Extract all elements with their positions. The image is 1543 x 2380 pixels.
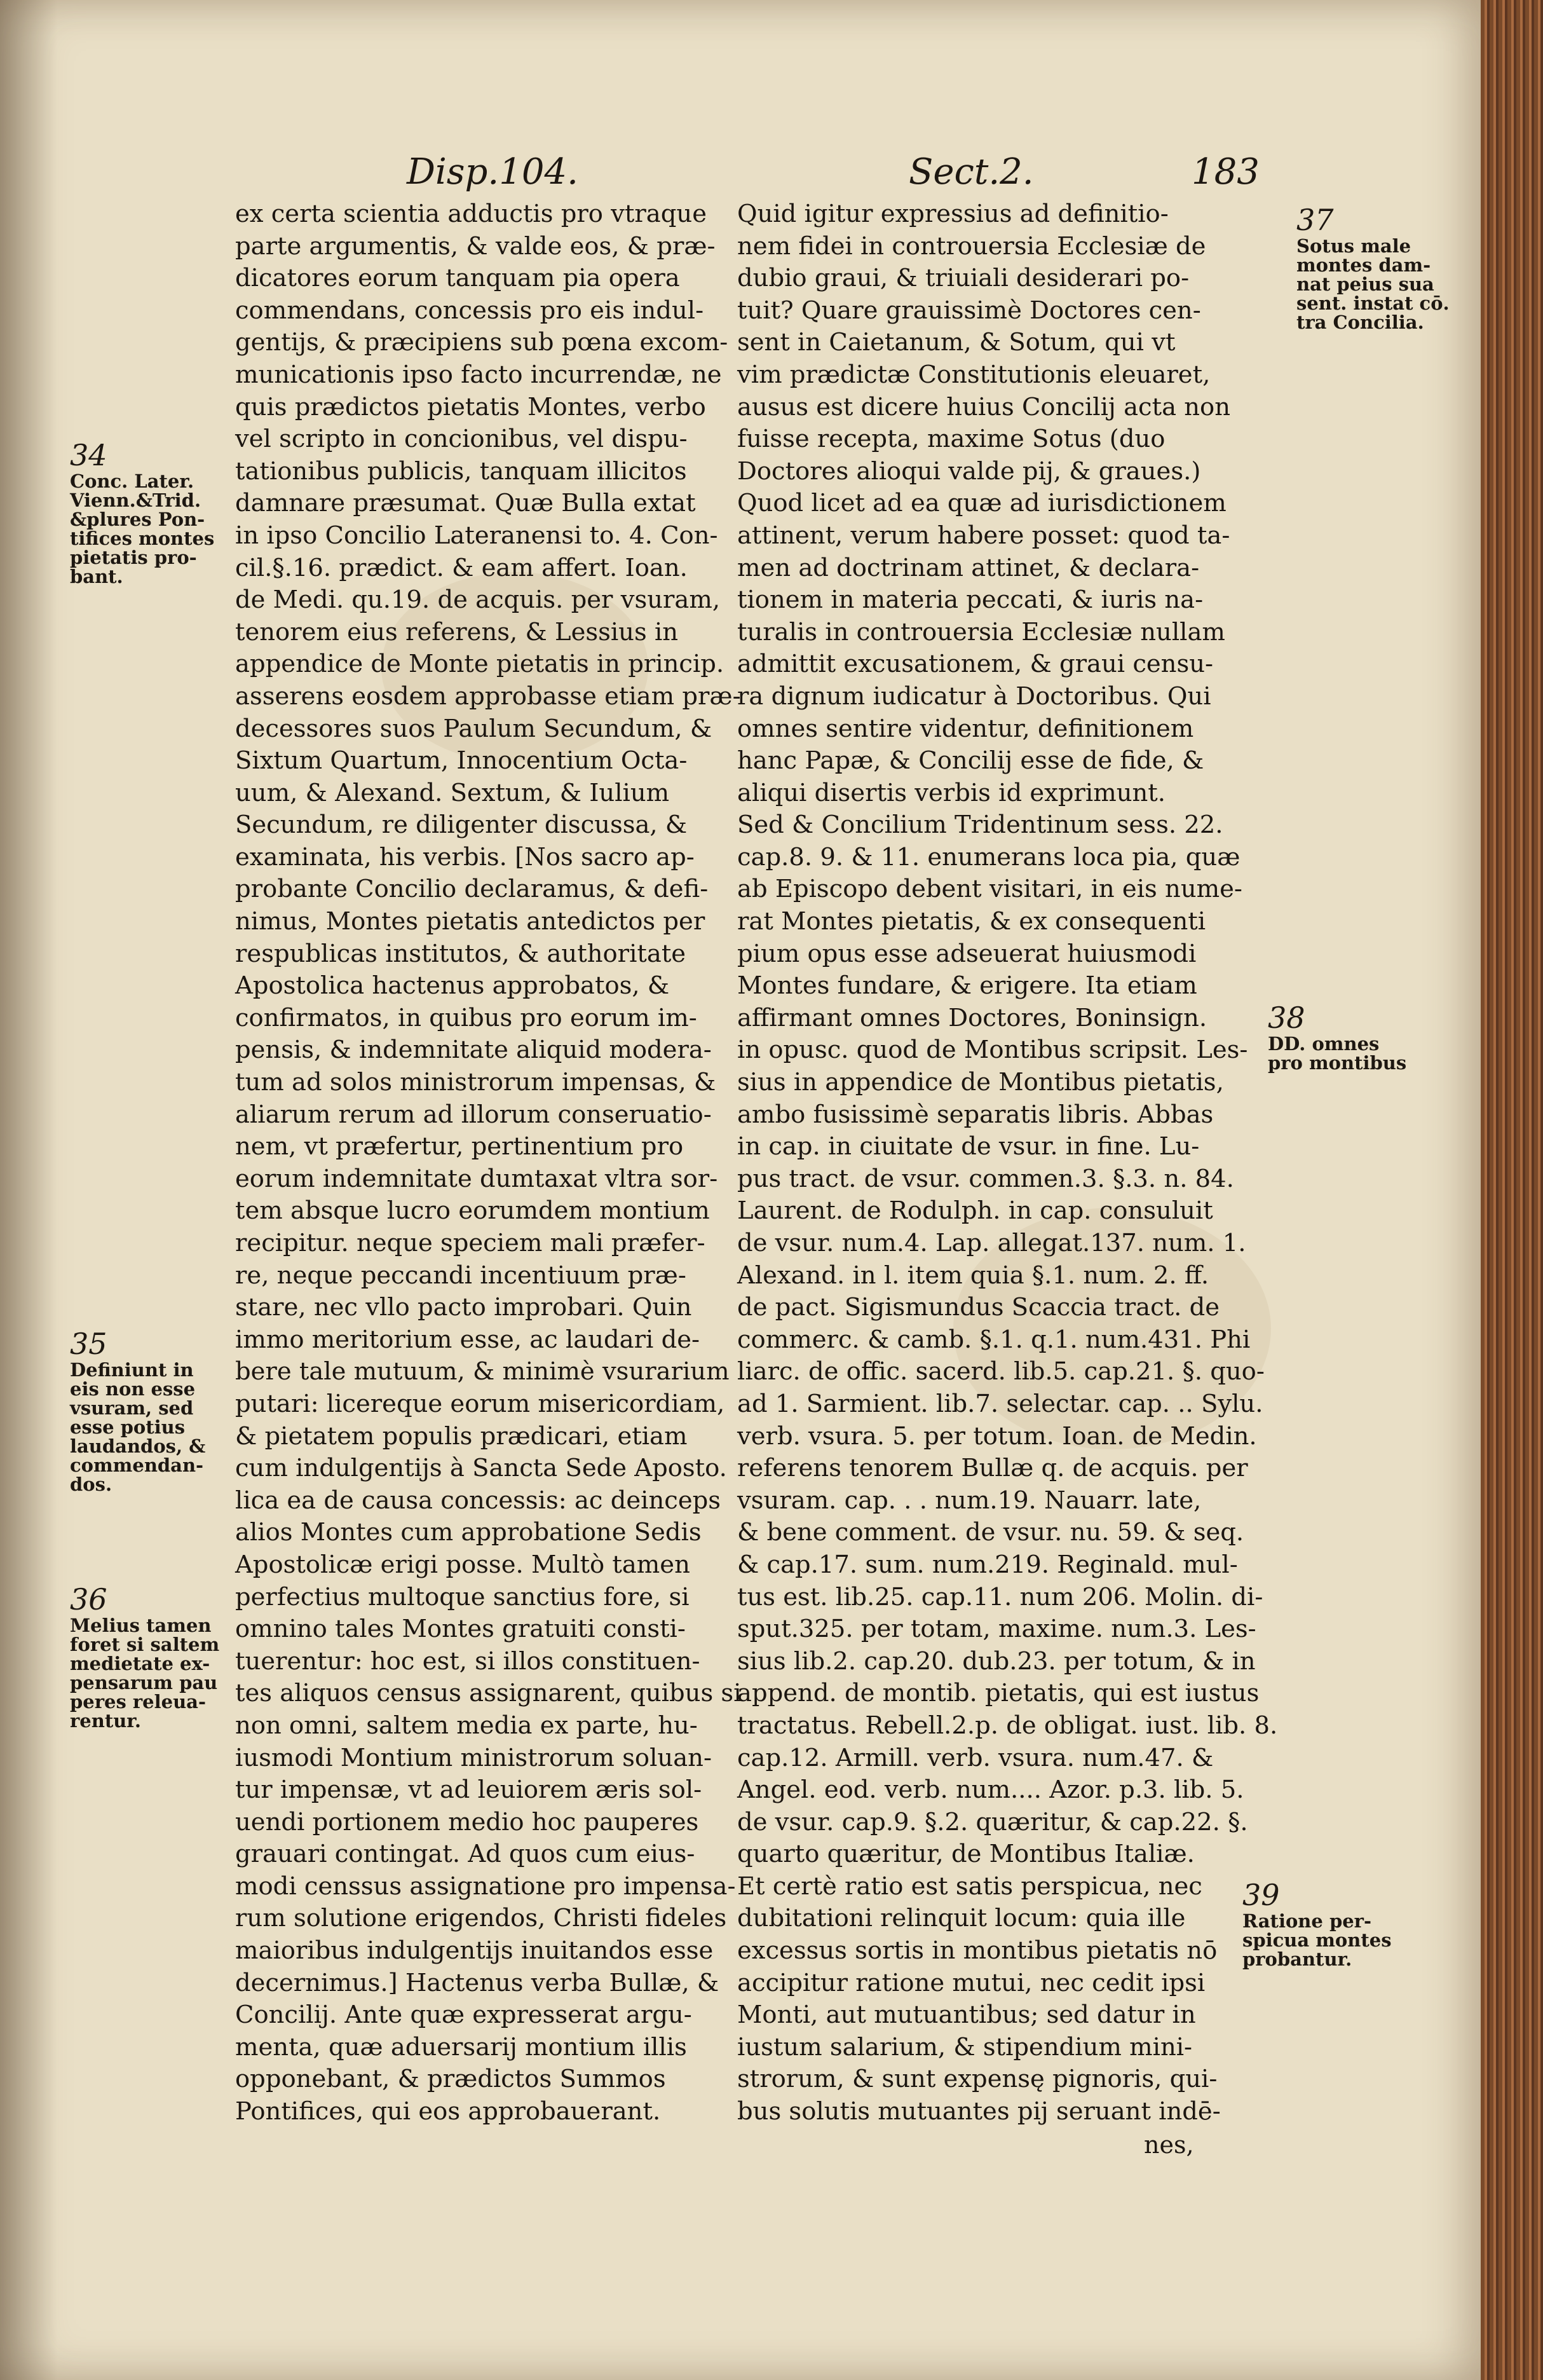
text-line: tur impensæ, vt ad leuiorem æris sol-: [235, 1775, 702, 1805]
margin-note-line: Melius tamen: [70, 1615, 212, 1636]
text-line: rum solutione erigendos, Christi fideles: [235, 1904, 727, 1933]
text-line: referens tenorem Bullæ q. de acquis. per: [737, 1454, 1248, 1483]
text-line: ab Episcopo debent visitari, in eis nume-: [737, 875, 1242, 904]
text-line: aliqui disertis verbis id exprimunt.: [737, 778, 1166, 807]
left-text-column: [235, 198, 742, 2128]
margin-note-line: spicua montes: [1242, 1929, 1392, 1951]
text-line: in opusc. quod de Montibus scripsit. Les-: [737, 1036, 1248, 1065]
text-line: recipitur. neque speciem mali præfer-: [235, 1229, 705, 1257]
margin-note-line: Definiunt in: [70, 1359, 194, 1381]
margin-note-line: bant.: [70, 566, 123, 587]
margin-note-line: DD. omnes: [1268, 1033, 1380, 1055]
margin-note-line: &plures Pon-: [70, 509, 205, 530]
text-line: de vsur. cap.9. §.2. quæritur, & cap.22. §.: [737, 1807, 1248, 1836]
text-line: Laurent. de Rodulph. in cap. consuluit: [737, 1196, 1213, 1226]
text-line: turalis in controuersia Ecclesiæ nullam: [737, 617, 1225, 646]
text-line: maioribus indulgentijs inuitandos esse: [235, 1936, 714, 1966]
text-line: uendi portionem medio hoc pauperes: [235, 1807, 699, 1836]
text-line: tenorem eius referens, & Lessius in: [235, 617, 679, 646]
text-line: iusmodi Montium ministrorum soluan-: [235, 1743, 712, 1772]
text-line: eorum indemnitate dumtaxat vltra sor-: [235, 1164, 718, 1193]
text-line: commerc. & camb. §.1. q.1. num.431. Phi: [737, 1325, 1251, 1354]
text-line: stare, nec vllo pacto improbari. Quin: [235, 1293, 692, 1322]
text-line: sius in appendice de Montibus pietatis,: [737, 1068, 1224, 1097]
text-line: ra dignum iudicatur à Doctoribus. Qui: [737, 681, 1211, 711]
text-line: accipitur ratione mutui, nec cedit ipsi: [737, 1968, 1206, 1997]
text-line: fuisse recepta, maxime Sotus (duo: [737, 425, 1166, 454]
text-line: & bene comment. de vsur. nu. 59. & seq.: [737, 1518, 1244, 1547]
margin-note-38: [1268, 1001, 1406, 1072]
text-line: hanc Papæ, & Concilij esse de fide, &: [737, 746, 1204, 776]
text-line: tuerentur: hoc est, si illos constituen-: [235, 1646, 700, 1676]
text-line: quarto quæritur, de Montibus Italiæ.: [737, 1840, 1195, 1869]
text-line: admittit excusationem, & graui censu-: [737, 650, 1214, 679]
text-line: modi censsus assignatione pro impensa-: [235, 1871, 736, 1901]
text-line: nimus, Montes pietatis antedictos per: [235, 907, 705, 936]
text-line: pus tract. de vsur. commen.3. §.3. n. 84.: [737, 1164, 1234, 1193]
text-line: affirmant omnes Doctores, Boninsign.: [737, 1003, 1207, 1032]
margin-note-number: 35: [70, 1327, 107, 1361]
text-line: vel scripto in concionibus, vel dispu-: [235, 425, 688, 454]
text-line: parte argumentis, & valde eos, & præ-: [235, 231, 716, 261]
text-line: nem, vt præfertur, pertinentium pro: [235, 1132, 684, 1161]
text-line: cum indulgentijs à Sancta Sede Aposto.: [235, 1454, 727, 1483]
text-line: ad 1. Sarmient. lib.7. selectar. cap. .. Sylu.: [737, 1389, 1263, 1418]
text-line: omnes sentire videntur, definitionem: [737, 714, 1194, 743]
text-line: & cap.17. sum. num.219. Reginald. mul-: [737, 1550, 1238, 1579]
text-line: ausus est dicere huius Concilij acta non: [737, 392, 1231, 421]
margin-note-line: laudandos, &: [70, 1435, 206, 1457]
margin-note-line: foret si saltem: [70, 1634, 220, 1655]
text-line: probante Concilio declaramus, & defi-: [235, 875, 709, 904]
text-line: re, neque peccandi incentiuum præ-: [235, 1261, 686, 1290]
text-line: men ad doctrinam attinet, & declara-: [737, 553, 1200, 582]
margin-note-line: pro montibus: [1268, 1052, 1407, 1074]
text-line: rat Montes pietatis, & ex consequenti: [737, 907, 1206, 936]
text-line: nem fidei in controuersia Ecclesiæ de: [737, 231, 1206, 261]
text-line: uum, & Alexand. Sextum, & Iulium: [235, 778, 670, 807]
text-line: cap.12. Armill. verb. vsura. num.47. &: [737, 1743, 1214, 1772]
text-line: lica ea de causa concessis: ac deinceps: [235, 1486, 721, 1515]
margin-note-line: medietate ex-: [70, 1653, 210, 1674]
margin-note-37: [1296, 203, 1450, 332]
text-line: dubio graui, & triuiali desiderari po-: [737, 264, 1190, 293]
text-line: immo meritorium esse, ac laudari de-: [235, 1325, 700, 1354]
margin-note-line: montes dam-: [1296, 254, 1431, 276]
text-line: Alexand. in l. item quia §.1. num. 2. ff.: [737, 1261, 1209, 1290]
text-line: ex certa scientia adductis pro vtraque: [235, 200, 707, 228]
margin-note-line: Vienn.&Trid.: [70, 489, 201, 511]
margin-note-line: nat peius sua: [1296, 273, 1434, 295]
text-line: respublicas institutos, & authoritate: [235, 939, 686, 968]
margin-note-line: probantur.: [1242, 1948, 1352, 1970]
margin-note-number: 37: [1296, 203, 1334, 237]
page-number: 183: [1192, 151, 1260, 193]
margin-note-line: sent. instat cō.: [1296, 292, 1450, 314]
text-line: asserens eosdem approbasse etiam præ-: [235, 681, 741, 711]
text-line: Concilij. Ante quæ expresserat argu-: [235, 2000, 692, 2030]
margin-note-line: vsuram, sed: [70, 1397, 194, 1419]
text-line: Montes fundare, & erigere. Ita etiam: [737, 971, 1197, 1001]
text-line: verb. vsura. 5. per totum. Ioan. de Medin.: [737, 1421, 1257, 1451]
text-line: tus est. lib.25. cap.11. num 206. Molin. di-: [737, 1582, 1263, 1611]
margin-note-line: rentur.: [70, 1710, 142, 1732]
header-section: Sect.2.: [909, 151, 1034, 193]
text-line: tuit? Quare grauissimè Doctores cen-: [737, 296, 1201, 325]
text-line: non omni, saltem media ex parte, hu-: [235, 1711, 698, 1740]
margin-note-35: [70, 1327, 205, 1494]
text-line: sent in Caietanum, & Sotum, qui vt: [737, 328, 1176, 357]
margin-note-34: [70, 439, 214, 586]
margin-note-line: dos.: [70, 1474, 112, 1495]
text-line: Et certè ratio est satis perspicua, nec: [737, 1871, 1202, 1901]
text-line: pensis, & indemnitate aliquid modera-: [235, 1036, 712, 1065]
text-line: grauari contingat. Ad quos cum eius-: [235, 1840, 695, 1869]
text-line: Quod licet ad ea quæ ad iurisdictionem: [737, 489, 1227, 518]
text-line: cil.§.16. prædict. & eam affert. Ioan.: [235, 553, 688, 582]
margin-note-line: pensarum pau: [70, 1672, 218, 1693]
margin-note-line: Ratione per-: [1242, 1910, 1371, 1932]
text-line: confirmatos, in quibus pro eorum im-: [235, 1003, 697, 1032]
text-line: tionem in materia peccati, & iuris na-: [737, 585, 1204, 615]
text-line: examinata, his verbis. [Nos sacro ap-: [235, 842, 695, 872]
text-line: aliarum rerum ad illorum conseruatio-: [235, 1100, 712, 1129]
margin-note-number: 39: [1242, 1878, 1280, 1912]
text-line: Apostolica hactenus approbatos, &: [235, 971, 670, 1001]
right-text-column: [737, 198, 1277, 2128]
margin-note-number: 36: [70, 1582, 107, 1617]
text-line: excessus sortis in montibus pietatis nō: [737, 1936, 1218, 1966]
text-line: vsuram. cap. . . num.19. Nauarr. late,: [737, 1486, 1202, 1515]
text-line: quis prædictos pietatis Montes, verbo: [235, 392, 706, 421]
text-line: de vsur. num.4. Lap. allegat.137. num. 1.: [737, 1229, 1246, 1257]
text-line: in cap. in ciuitate de vsur. in fine. Lu-: [737, 1132, 1200, 1161]
text-line: dicatores eorum tanquam pia opera: [235, 264, 680, 293]
text-line: strorum, & sunt expensę pignoris, qui-: [737, 2065, 1218, 2094]
text-line: Monti, aut mutuantibus; sed datur in: [737, 2000, 1196, 2030]
text-line: commendans, concessis pro eis indul-: [235, 296, 704, 325]
text-line: appendice de Monte pietatis in princip.: [235, 650, 724, 679]
text-line: Doctores alioqui valde pij, & graues.): [737, 456, 1201, 486]
text-line: cap.8. 9. & 11. enumerans loca pia, quæ: [737, 842, 1241, 872]
text-line: opponebant, & prædictos Summos: [235, 2065, 666, 2094]
text-line: tes aliquos census assignarent, quibus si: [235, 1679, 742, 1708]
text-line: sput.325. per totam, maxime. num.3. Les-: [737, 1615, 1256, 1644]
text-line: sius lib.2. cap.20. dub.23. per totum, & in: [737, 1646, 1256, 1676]
text-line: vim prædictæ Constitutionis eleuaret,: [737, 360, 1211, 389]
text-line: liarc. de offic. sacerd. lib.5. cap.21. §. quo-: [737, 1357, 1265, 1386]
margin-note-line: tifices montes: [70, 528, 215, 549]
text-line: attinent, verum habere posset: quod ta-: [737, 521, 1230, 550]
text-line: Apostolicæ erigi posse. Multò tamen: [235, 1550, 690, 1579]
text-line: bere tale mutuum, & minimè vsurarium: [235, 1357, 730, 1386]
margin-note-line: pietatis pro-: [70, 547, 197, 568]
margin-note-line: Sotus male: [1296, 235, 1411, 257]
margin-note-number: 38: [1268, 1001, 1305, 1035]
text-line: alios Montes cum approbatione Sedis: [235, 1518, 702, 1547]
text-line: & pietatem populis prædicari, etiam: [235, 1421, 688, 1451]
text-line: append. de montib. pietatis, qui est iustus: [737, 1679, 1260, 1708]
margin-note-line: commendan-: [70, 1454, 204, 1476]
text-line: Angel. eod. verb. num.... Azor. p.3. lib. 5.: [737, 1775, 1244, 1805]
text-line: ambo fusissimè separatis libris. Abbas: [737, 1100, 1214, 1129]
text-line: iustum salarium, & stipendium mini-: [737, 2032, 1193, 2062]
text-line: omnino tales Montes gratuiti consti-: [235, 1615, 686, 1644]
margin-note-39: [1242, 1878, 1392, 1969]
text-line: decessores suos Paulum Secundum, &: [235, 714, 712, 743]
margin-note-line: tra Concilia.: [1296, 311, 1424, 333]
margin-note-line: Conc. Later.: [70, 470, 194, 492]
text-line: tationibus publicis, tanquam illicitos: [235, 456, 687, 486]
text-line: damnare præsumat. Quæ Bulla extat: [235, 489, 696, 518]
margin-note-line: eis non esse: [70, 1378, 196, 1400]
text-line: Sed & Concilium Tridentinum sess. 22.: [737, 810, 1223, 840]
text-line: putari: licereque eorum misericordiam,: [235, 1389, 725, 1418]
margin-note-36: [70, 1583, 219, 1730]
text-line: gentijs, & præcipiens sub pœna excom-: [235, 328, 728, 357]
text-line: tractatus. Rebell.2.p. de obligat. iust. lib. 8.: [737, 1711, 1278, 1740]
text-line: bus solutis mutuantes pij seruant indē-: [737, 2097, 1221, 2126]
text-line: tem absque lucro eorumdem montium: [235, 1196, 710, 1226]
margin-note-line: esse potius: [70, 1416, 186, 1438]
text-line: tum ad solos ministrorum impensas, &: [235, 1068, 716, 1097]
text-line: Pontifices, qui eos approbauerant.: [235, 2097, 661, 2126]
gutter-shadow: [0, 0, 57, 2380]
margin-note-number: 34: [70, 438, 107, 472]
text-line: perfectius multoque sanctius fore, si: [235, 1582, 690, 1611]
text-line: in ipso Concilio Lateranensi to. 4. Con-: [235, 521, 718, 550]
text-line: decernimus.] Hactenus verba Bullæ, &: [235, 1968, 719, 1997]
page-edges: [1481, 0, 1543, 2380]
margin-note-line: peres releua-: [70, 1691, 206, 1713]
text-line: de pact. Sigismundus Scaccia tract. de: [737, 1293, 1220, 1322]
catchword: nes,: [1144, 2131, 1194, 2159]
header-disputation: Disp.104.: [407, 151, 578, 193]
text-line: Quid igitur expressius ad definitio-: [737, 200, 1169, 228]
text-line: dubitationi relinquit locum: quia ille: [737, 1904, 1186, 1933]
text-line: pium opus esse adseuerat huiusmodi: [737, 939, 1197, 968]
text-line: municationis ipso facto incurrendæ, ne: [235, 360, 722, 389]
text-line: de Medi. qu.19. de acquis. per vsuram,: [235, 585, 721, 615]
text-line: Sixtum Quartum, Innocentium Octa-: [235, 746, 688, 776]
text-line: Secundum, re diligenter discussa, &: [235, 810, 688, 840]
text-line: menta, quæ aduersarij montium illis: [235, 2032, 687, 2062]
